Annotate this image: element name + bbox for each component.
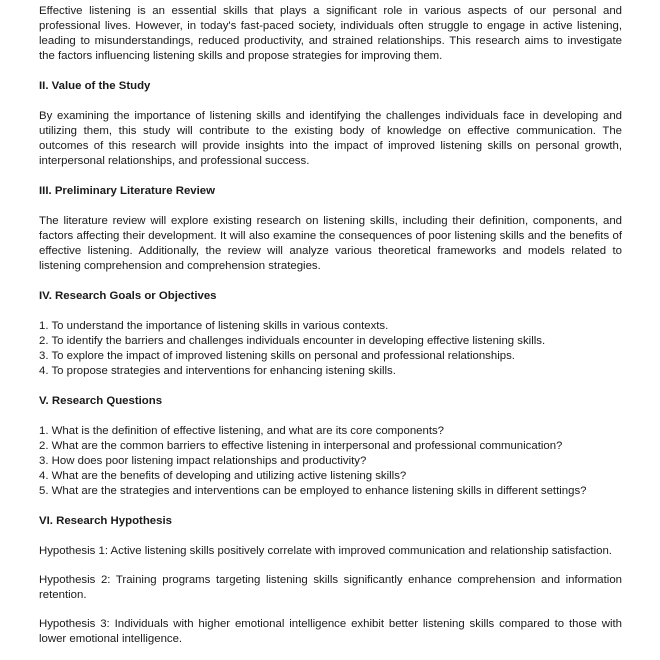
list-item: 1. To understand the importance of listening skills in various contexts. xyxy=(39,320,389,332)
list-item: 1. What is the definition of effective listening, and what are its core components? xyxy=(39,425,445,437)
section-heading-questions: V. Research Questions xyxy=(39,395,163,407)
hypothesis-2: Hypothesis 2: Training programs targeting listening skills significantly enhance comprehension and information retention. xyxy=(39,574,622,601)
section-heading-goals: IV. Research Goals or Objectives xyxy=(39,290,217,302)
list-item: 4. To propose strategies and interventions for enhancing istening skills. xyxy=(39,365,396,377)
list-item: 2. What are the common barriers to effective listening in interpersonal and professional communication? xyxy=(39,440,563,452)
list-item: 3. To explore the impact of improved listening skills on personal and professional relationships. xyxy=(39,350,515,362)
intro-paragraph: Effective listening is an essential skills that plays a significant role in various aspects of our personal and professional lives. However, in today's fast-paced society, individuals often struggle to engage in active listening, leading to misunderstandings, reduced productivity, and strained relationships. This research aims to investigate the factors influencing listening skills and propose strategies for improving them. xyxy=(39,5,622,62)
list-item: 5. What are the strategies and interventions can be employed to enhance listening skills in different settings? xyxy=(39,485,587,497)
list-item: 2. To identify the barriers and challenges individuals encounter in developing effective listening skills. xyxy=(39,335,546,347)
questions-list xyxy=(39,424,622,499)
hypothesis-1: Hypothesis 1: Active listening skills positively correlate with improved communication and relationship satisfaction. xyxy=(39,545,612,557)
list-item: 4. What are the benefits of developing and utilizing active listening skills? xyxy=(39,470,407,482)
literature-paragraph: The literature review will explore existing research on listening skills, including their definition, components, and factors affecting their development. It will also examine the consequences of poor listening skills and the benefits of effective listening. Additionally, the review will analyze various theoretical frameworks and models related to listening comprehension and comprehension strategies. xyxy=(39,215,622,272)
section-heading-literature: III. Preliminary Literature Review xyxy=(39,185,215,197)
section-heading-hypothesis: VI. Research Hypothesis xyxy=(39,515,172,527)
hypothesis-3: Hypothesis 3: Individuals with higher emotional intelligence exhibit better listening skills compared to those with lower emotional intelligence. xyxy=(39,618,622,645)
value-paragraph: By examining the importance of listening skills and identifying the challenges individuals face in developing and utilizing them, this study will contribute to the existing body of knowledge on effective communication. The outcomes of this research will provide insights into the impact of improved listening skills on personal growth, interpersonal relationships, and professional success. xyxy=(39,110,622,167)
list-item: 3. How does poor listening impact relationships and productivity? xyxy=(39,455,367,467)
goals-list xyxy=(39,319,622,379)
section-heading-value: II. Value of the Study xyxy=(39,80,151,92)
